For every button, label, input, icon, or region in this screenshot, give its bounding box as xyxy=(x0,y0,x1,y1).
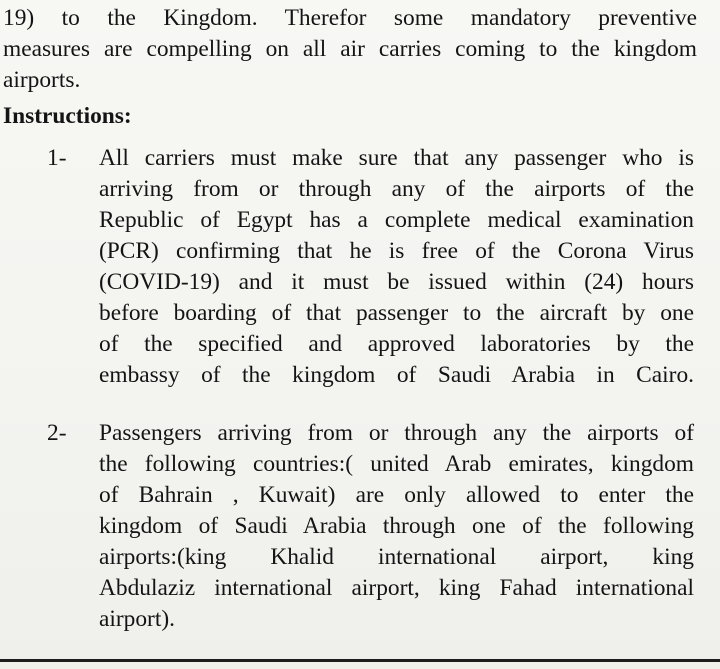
item-line: airports:(king Khalid international airport, king xyxy=(99,544,694,570)
instructions-heading: Instructions: xyxy=(3,103,132,129)
item-line: of the specified and approved laboratories by the xyxy=(99,331,694,357)
item-number: 1- xyxy=(47,145,67,171)
item-line: arriving from or through any of the airports of the xyxy=(99,176,694,202)
item-line: kingdom of Saudi Arabia through one of the following xyxy=(99,513,694,539)
item-line: the following countries:( united Arab emirates, kingdom xyxy=(99,451,694,477)
item-body xyxy=(99,143,694,391)
item-line: Republic of Egypt has a complete medical examination xyxy=(99,207,694,233)
item-line: All carriers must make sure that any passenger who is xyxy=(99,145,694,171)
bottom-rule xyxy=(0,659,720,662)
intro-line: 19) to the Kingdom. Therefor some mandatory preventive xyxy=(3,5,697,31)
item-line: (PCR) confirming that he is free of the Corona Virus xyxy=(99,238,694,264)
item-line: airport). xyxy=(99,606,175,632)
item-line: Passengers arriving from or through any the airports of xyxy=(99,420,694,446)
intro-paragraph xyxy=(3,3,697,96)
item-line: Abdulaziz international airport, king Fahad international xyxy=(99,575,694,601)
item-line: (COVID-19) and it must be issued within (24) hours xyxy=(99,269,694,295)
item-body xyxy=(99,418,694,635)
intro-line: airports. xyxy=(3,67,81,93)
item-line: embassy of the kingdom of Saudi Arabia in Cairo. xyxy=(99,362,694,388)
item-line: of Bahrain , Kuwait) are only allowed to enter the xyxy=(99,482,694,508)
item-number: 2- xyxy=(47,420,67,446)
item-line: before boarding of that passenger to the aircraft by one xyxy=(99,300,694,326)
intro-line: measures are compelling on all air carries coming to the kingdom xyxy=(3,36,697,62)
